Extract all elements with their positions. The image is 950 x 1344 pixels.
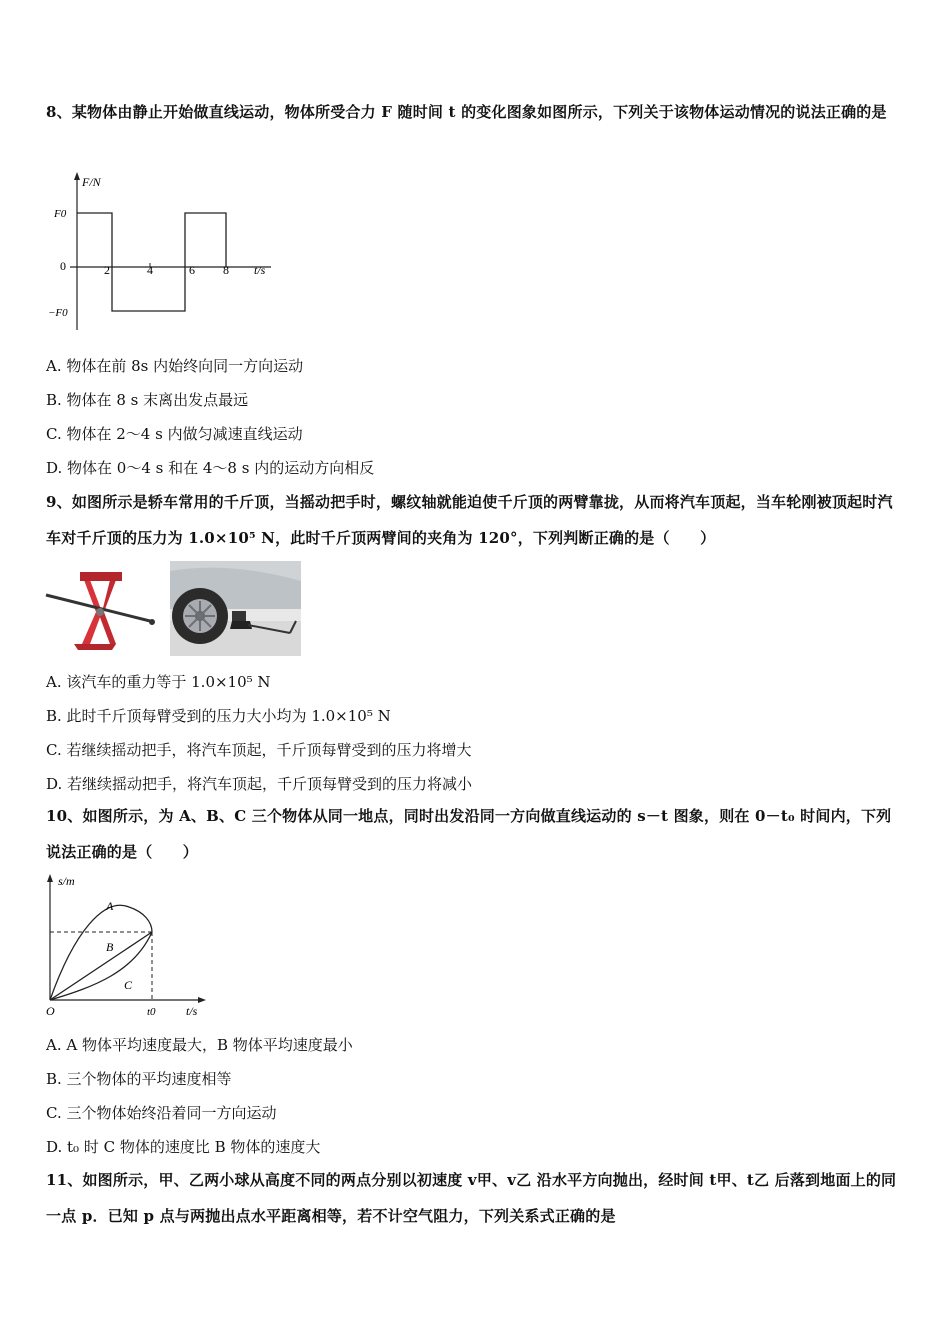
q8-x-tick-2: 2: [104, 263, 110, 277]
q9-option-c: C. 若继续摇动把手，将汽车顶起，千斤顶每臂受到的压力将增大: [46, 741, 472, 759]
q8-x-tick-6: 6: [189, 263, 195, 277]
q10-displacement-time-graph: [44, 872, 219, 1028]
q8-y-tick-neg-f0: −F0: [48, 307, 68, 319]
q9-option-d: D. 若继续摇动把手，将汽车顶起，千斤顶每臂受到的压力将减小: [46, 775, 473, 793]
car-lifted-photo: [170, 561, 301, 660]
q10-option-d: D. t₀ 时 C 物体的速度比 B 物体的速度大: [46, 1138, 321, 1156]
question-9-stem: 9、如图所示是轿车常用的千斤顶，当摇动把手时，螺纹轴就能迫使千斤顶的两臂靠拢，从而将汽车顶起，当车轮刚被顶起时汽车对千斤顶的压力为 1.0×10⁵ N，此时千斤顶两臂间的夹角为 120°，下列判断正确的是（ ）: [46, 493, 893, 547]
car-jack-picture: [44, 562, 159, 661]
q8-x-axis-label: t/s: [254, 263, 266, 277]
q10-option-a: A. A 物体平均速度最大，B 物体平均速度最小: [46, 1036, 353, 1054]
question-11-stem: 11、如图所示，甲、乙两小球从高度不同的两点分别以初速度 v甲、v乙 沿水平方向抛出，经时间 t甲、t乙 后落到地面上的同一点 p．已知 p 点与两抛出点水平距离相等，若不计空气阻力，下列关系式正确的是: [46, 1171, 897, 1225]
q8-option-d: D. 物体在 0～4 s 和在 4～8 s 内的运动方向相反: [46, 459, 375, 477]
q10-curve-a-label: A: [106, 899, 114, 913]
q8-x-tick-4: 4: [147, 263, 153, 277]
q10-t0-label: t0: [147, 1006, 156, 1018]
q10-y-axis-label: s/m: [58, 874, 75, 888]
q8-option-b: B. 物体在 8 s 末离出发点最远: [46, 391, 249, 409]
q10-curve-b-label: B: [106, 940, 114, 954]
question-10-stem: 10、如图所示，为 A、B、C 三个物体从同一地点，同时出发沿同一方向做直线运动的 s－t 图象，则在 0－t₀ 时间内，下列说法正确的是（ ）: [46, 807, 892, 861]
q8-force-time-graph: [46, 170, 286, 339]
q8-y-tick-f0: F0: [54, 208, 67, 220]
q8-y-axis-label: F/N: [82, 175, 101, 189]
q9-option-a: A. 该汽车的重力等于 1.0×10⁵ N: [46, 673, 271, 691]
question-8-stem: 8、某物体由静止开始做直线运动，物体所受合力 F 随时间 t 的变化图象如图所示，下列关于该物体运动情况的说法正确的是: [46, 103, 887, 121]
q8-x-tick-8: 8: [223, 263, 229, 277]
q9-option-b: B. 此时千斤顶每臂受到的压力大小均为 1.0×10⁵ N: [46, 707, 391, 725]
q8-option-a: A. 物体在前 8s 内始终向同一方向运动: [46, 357, 304, 375]
q8-option-c: C. 物体在 2～4 s 内做匀减速直线运动: [46, 425, 303, 443]
q8-y-tick-zero: 0: [60, 259, 66, 273]
q10-option-c: C. 三个物体始终沿着同一方向运动: [46, 1104, 277, 1122]
q10-curve-c-label: C: [124, 978, 133, 992]
q10-origin-label: O: [46, 1004, 55, 1018]
q10-x-axis-label: t/s: [186, 1004, 198, 1018]
q10-option-b: B. 三个物体的平均速度相等: [46, 1070, 232, 1088]
